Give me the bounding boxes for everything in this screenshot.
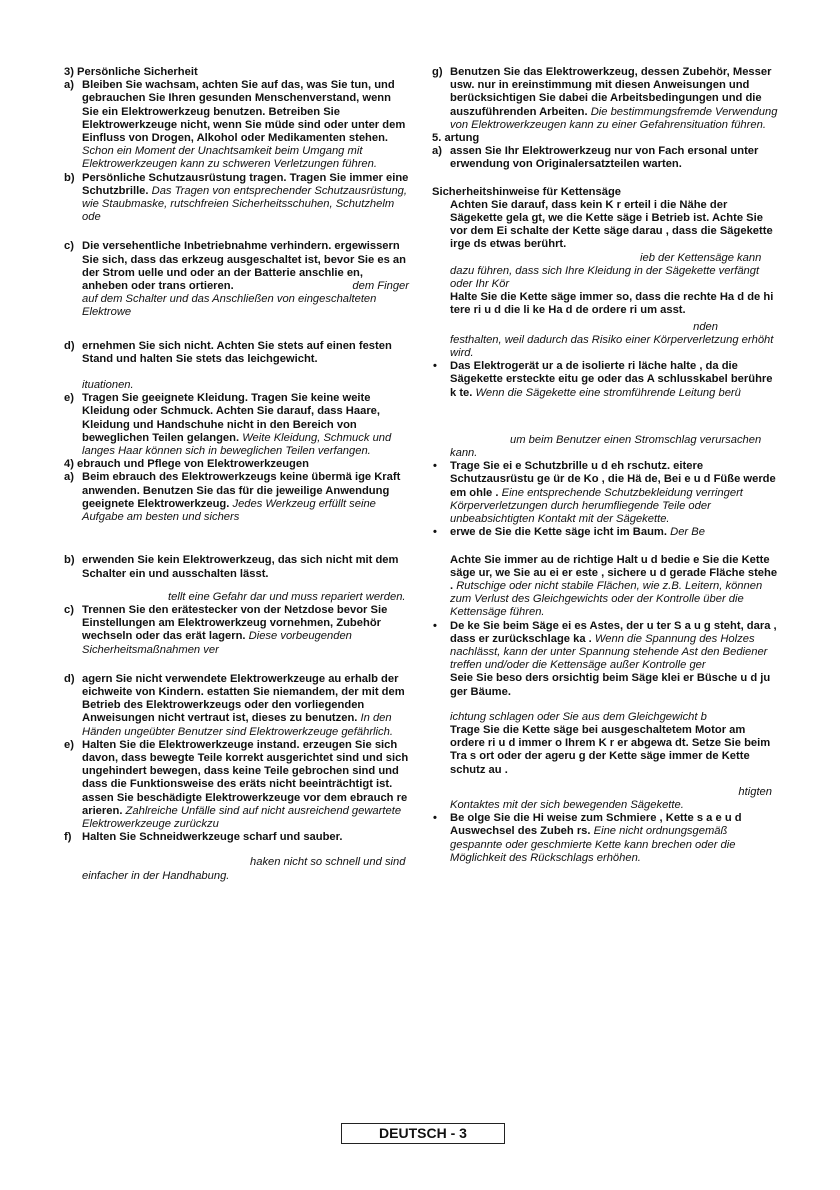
section-heading-use-and-care: 4) ebrauch und Pflege von Elektrowerkzeugen — [64, 458, 309, 471]
chainsaw-bullet-insulated-grip: • Das Elektrogerät ur a de isolierte ri läche halte , da die Sägekette ersteckte eitu ge oder das A schlusskabel berühre k te. Wenn die Sägekette eine stromführende Leitung berü um beim Benutzer einen Stromschlag verursachen kann. — [433, 360, 773, 460]
item-d2-storage: d) agern Sie nicht verwendete Elektrowerkzeuge au erhalb der eichweite von Kindern. estatten Sie niemandem, der mit dem Betrieb des Elektrowerkzeugs oder den vorliegenden Anweisungen nicht vertraut ist, dieses zu benutzen. In den Händen ungeübter Benutzer sind Elektrowerkzeuge gefährlich. — [64, 672, 405, 738]
item-a2-no-force: a) Beim ebrauch des Elektrowerkzeugs keine übermä ige Kraft anwenden. Benutzen Sie das für die jeweilige Anwendung geeignete Elektrowerkzeug. Jedes Werkzeug erfüllt seine Aufgabe am besten und sichers — [64, 471, 401, 524]
chainsaw-rule-footing: Achte Sie immer au de richtige Halt u d bedie e Sie die Kette säge ur, we Sie au ei er este , sichere u d gerade Fläche stehe . Rutschige oder nicht stabile Flächen, wie z.B. Leitern, können zum Verlust des Gleichgewichts oder der Kontrolle über die Kettensäge führen. — [450, 553, 778, 619]
chainsaw-bullet-eye-protection: • Trage Sie ei e Schutzbrille u d eh rschutz. eitere Schutzausrüstu ge ür de Ko , die Hä de, Bei e u d Füße werde em ohle . Eine entsprechende Schutzbekleidung verringert Körperverletzungen durch herumfliegende Teile oder unbeabsichtigten Kontakt mit der Sägekette. — [433, 460, 776, 526]
item-a5-service: a) assen Sie Ihr Elektrowerkzeug nur von Fach ersonal unter erwendung von Originalersatzteilen warten. — [432, 145, 759, 171]
chainsaw-bullet-spring-back: • De ke Sie beim Säge ei es Astes, der u ter S a u g steht, dara , dass er zurückschlage ka . Wenn die Spannung des Holzes nachlässt, kann der unter Spannung stehende Ast den Bediener treffen und/oder die Kettensäge außer Kontrolle ger — [433, 619, 777, 672]
chainsaw-rule-grip: Halte Sie die Kette säge immer so, dass die rechte Ha d de hi tere ri u d die li ke Ha d de ordere ri um asst. nden festhalten, weil dadurch das Risiko einer Körperverletzung erhöht wird. — [450, 291, 774, 360]
section-heading-service: 5. artung — [432, 132, 480, 145]
item-g-use-per-instructions: g) Benutzen Sie das Elektrowerkzeug, dessen Zubehör, Messer usw. nur in ereinstimmung mit diesen Anweisungen und berücksichtigen Sie dabei die Arbeitsbedingungen und die auszuführenden Arbeiten. Die bestimmungsfremde Verwendung von Elektrowerkzeugen kann zu einer Gefahrensituation führen. — [432, 66, 778, 131]
item-d-balance: d) ernehmen Sie sich nicht. Achten Sie stets auf einen festen Stand und halten Sie stets das leichgewicht. ituationen. — [64, 339, 392, 392]
chainsaw-rule-brush: Seie Sie beso ders orsichtig beim Säge klei er Büsche u d ju ger Bäume. ichtung schlagen oder Sie aus dem Gleichgewicht b — [450, 672, 771, 723]
item-c-prevent-startup: c) Die versehentliche Inbetriebnahme verhindern. ergewissern Sie sich, dass das erkzeug ausgeschaltet ist, bevor Sie es an der Strom uelle und oder an der Batterie anschlie en, anheben oder trans ortieren. dem Finger auf dem Schalter und das Anschließen von eingeschalteten Elektrowe — [64, 240, 409, 319]
item-f2-sharp-tools: f) Halten Sie Schneidwerkzeuge scharf und sauber. haken nicht so schnell und sind einfacher in der Handhabung. — [64, 831, 406, 882]
item-a-stay-alert: a) Bleiben Sie wachsam, achten Sie auf das, was Sie tun, und gebrauchen Sie Ihren gesunden Menschenverstand, wenn Sie ein Elektrowerkzeug benutzen. Betreiben Sie Elektrowerkzeuge nicht, wenn Sie müde sind oder unter dem Einfluss von Drogen, Alkohol oder Medikamenten stehen. Schon ein Moment der Unachtsamkeit beim Umgang mit Elektrowerkzeugen kann zu schweren Verletzungen führen. — [64, 79, 406, 171]
item-e-clothing: e) Tragen Sie geeignete Kleidung. Tragen Sie keine weite Kleidung oder Schmuck. Achten Sie darauf, dass Haare, Kleidung und Handschuhe nicht in den Bereich von beweglichen Teilen gelangen. Weite Kleidung, Schmuck und langes Haar können sich in beweglichen Teilen verfangen. — [64, 392, 392, 458]
item-c2-unplug: c) Trennen Sie den erätestecker von der Netzdose bevor Sie Einstellungen am Elektrowerkzeug vornehmen, Zubehör wechseln oder das erät lagern. Diese vorbeugenden Sicherheitsmaßnahmen ver — [64, 603, 388, 656]
chainsaw-bullet-not-in-tree: • erwe de Sie die Kette säge icht im Baum. Der Be — [433, 526, 705, 539]
chainsaw-rule-keep-clear: Achten Sie darauf, dass kein K r erteil i die Nähe der Sägekette gela gt, we die Kette säge i Betrieb ist. Achte Sie vor dem Ei schalte der Kette säge darau , dass die Sägekette irge ds etwas berührt. ieb der Kettensäge kann dazu führen, dass sich Ihre Kleidung in der Sägekette verfängt oder Ihr Kör — [450, 198, 773, 291]
chainsaw-rule-carry: Trage Sie die Kette säge bei ausgeschaltetem Motor am ordere ri u d immer o Ihrem K r er abgewa dt. Setze Sie beim Tra s ort oder der ageru g der Kette säge immer de Kette schutz au . htigten Kontaktes mit der sich bewegenden Sägekette. — [450, 723, 772, 811]
section-heading-personal-safety: 3) Persönliche Sicherheit — [64, 66, 198, 78]
page-footer-label: DEUTSCH - 3 — [341, 1123, 505, 1144]
item-b2-switch: b) erwenden Sie kein Elektrowerkzeug, das sich nicht mit dem Schalter ein und ausschalten lässt. tellt eine Gefahr dar und muss repariert werden. — [64, 554, 406, 603]
right-column — [432, 66, 780, 865]
item-b-protective-gear: b) Persönliche Schutzausrüstung tragen. Tragen Sie immer eine Schutzbrille. Das Tragen von entsprechender Schutzausrüstung, wie Staubmaske, rutschfreien Sicherheitsschuhen, Schutzhelm ode — [64, 171, 409, 224]
chainsaw-bullet-lubrication: • Be olge Sie die Hi weise zum Schmiere , Kette s a e u d Auswechsel des Zubeh rs. Eine nicht ordnungsgemäß gespannte oder geschmierte Kette kann brechen oder die Möglichkeit des Rückschlags erhöhen. — [433, 812, 742, 864]
item-e2-maintain: e) Halten Sie die Elektrowerkzeuge instand. erzeugen Sie sich davon, dass bewegte Teile korrekt ausgerichtet sind und sich ungehindert bewegen, dass keine Teile gebrochen sind und dass die Funktionsweise des eräts nicht beeinträchtigt ist. assen Sie beschädigte Elektrowerkzeuge vor dem ebrauch re arieren. Zahlreiche Unfälle sind auf nicht ausreichend gewartete Elektrowerkzeuge zurückzu — [64, 738, 409, 830]
section-heading-chainsaw-safety: Sicherheitshinweise für Kettensäge — [432, 185, 622, 198]
left-column — [64, 66, 409, 883]
